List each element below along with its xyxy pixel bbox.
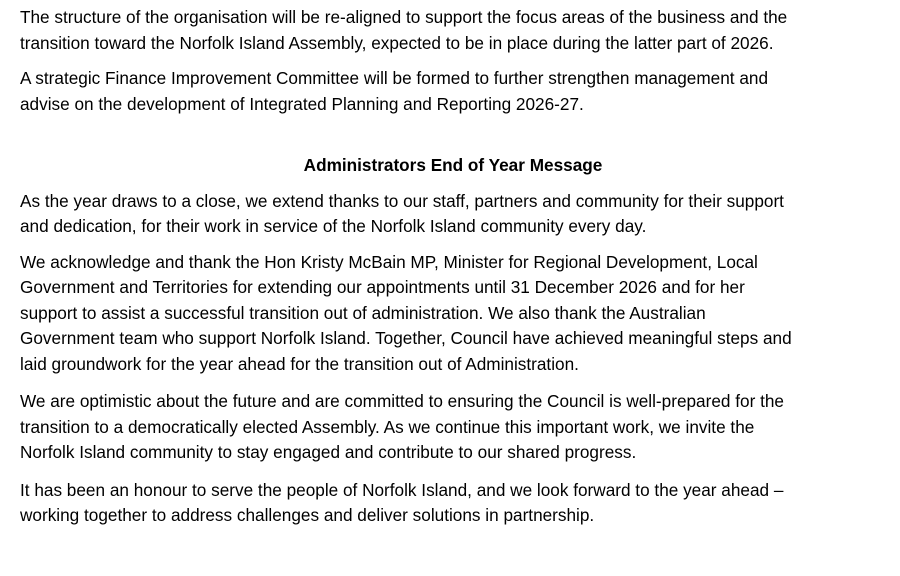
paragraph-minister-acknowledgement xyxy=(20,250,890,378)
document-body xyxy=(20,5,890,529)
text-line: transition toward the Norfolk Island Assembly, expected to be in place during the latter part of 2026. xyxy=(20,32,774,53)
paragraph-spacer xyxy=(20,56,890,66)
paragraph-future-optimism xyxy=(20,389,890,466)
text-line: transition to a democratically elected Assembly. As we continue this important work, we invite the xyxy=(20,416,755,437)
paragraph-closing-honour xyxy=(20,478,890,529)
text-line: The structure of the organisation will be re-aligned to support the focus areas of the business and the xyxy=(20,7,788,27)
text-line: working together to address challenges and deliver solutions in partnership. xyxy=(20,505,595,525)
text-line: As the year draws to a close, we extend thanks to our staff, partners and community for their support xyxy=(20,190,784,211)
text-line: support to assist a successful transition out of administration. We also thank the Australian xyxy=(20,302,706,323)
text-line: Government team who support Norfolk Island. Together, Council have achieved meaningful steps and xyxy=(20,328,792,348)
section-spacer xyxy=(20,117,890,153)
paragraph-spacer xyxy=(20,179,890,189)
paragraph-organisation-structure xyxy=(20,5,890,56)
text-line: Norfolk Island community to stay engaged and contribute to our shared progress. xyxy=(20,442,637,462)
text-line: laid groundwork for the year ahead for the transition out of Administration. xyxy=(20,353,579,374)
text-line: A strategic Finance Improvement Committee will be formed to further strengthen management and xyxy=(20,68,769,88)
paragraph-spacer xyxy=(20,466,890,478)
paragraph-year-close-thanks xyxy=(20,189,890,240)
section-heading: Administrators End of Year Message xyxy=(303,155,603,175)
text-line: We are optimistic about the future and are committed to ensuring the Council is well-prepared for the xyxy=(20,391,784,411)
paragraph-finance-committee xyxy=(20,66,890,117)
text-line: It has been an honour to serve the people of Norfolk Island, and we look forward to the year ahead – xyxy=(20,479,784,500)
text-line: Government and Territories for extending our appointments until 31 December 2026 and for her xyxy=(20,277,745,297)
text-line: advise on the development of Integrated Planning and Reporting 2026-27. xyxy=(20,93,584,114)
text-line: and dedication, for their work in service of the Norfolk Island community every day. xyxy=(20,216,647,236)
text-line: We acknowledge and thank the Hon Kristy McBain MP, Minister for Regional Development, Local xyxy=(20,251,758,272)
paragraph-spacer xyxy=(20,377,890,389)
paragraph-spacer xyxy=(20,240,890,250)
